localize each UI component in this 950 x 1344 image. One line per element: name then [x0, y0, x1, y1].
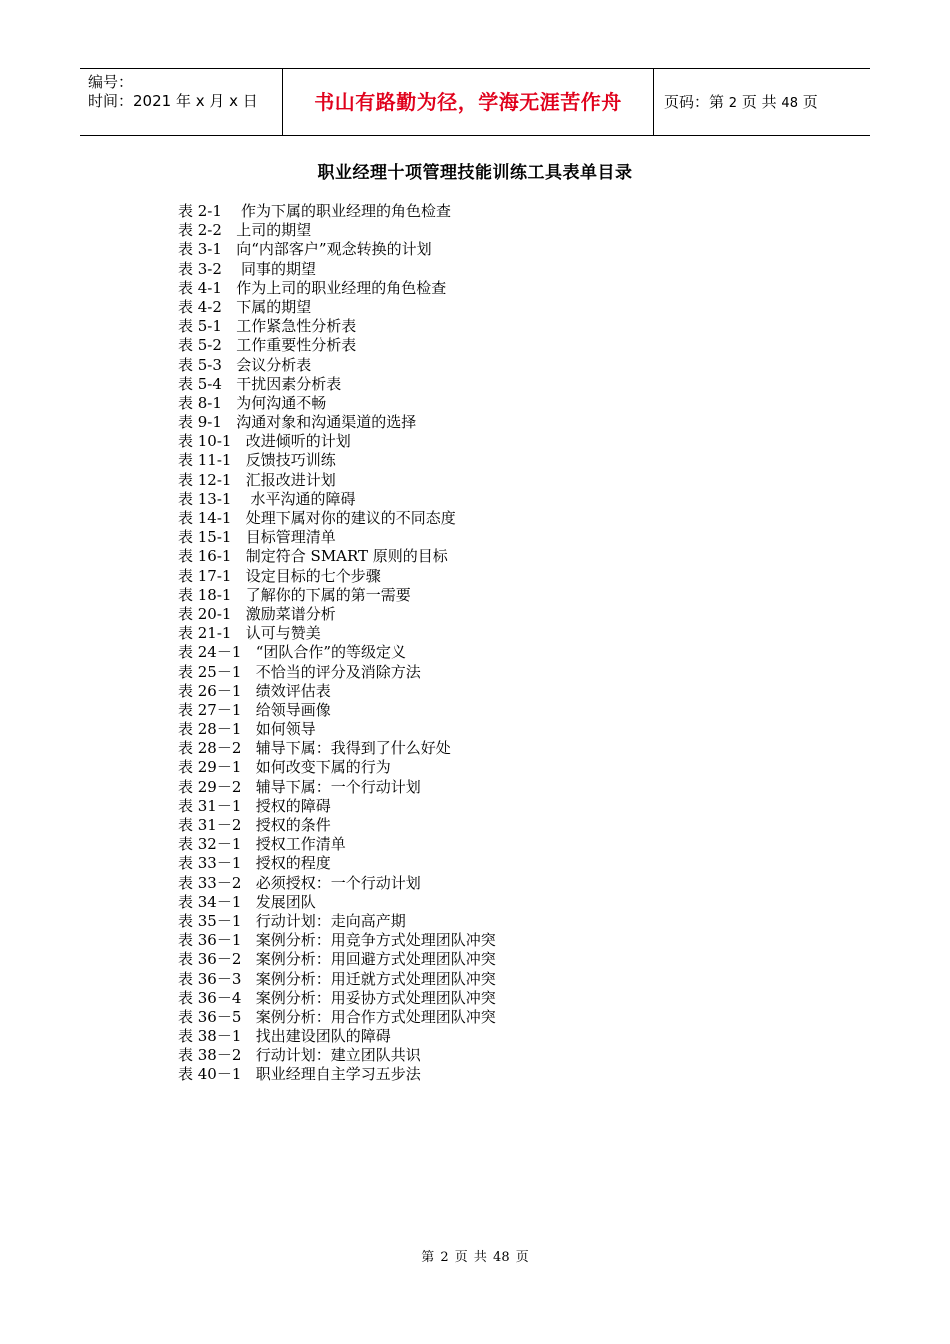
toc-entry: 表 20-1 激励菜谱分析 [178, 604, 336, 623]
toc-entry: 表 38－1 找出建设团队的障碍 [178, 1027, 391, 1046]
page-total: 48 [781, 96, 798, 111]
toc-entry: 表 38－2 行动计划：建立团队共识 [178, 1046, 421, 1065]
toc-entry: 表 8-1 为何沟通不畅 [178, 393, 327, 412]
toc-entry: 表 27－1 给领导画像 [178, 700, 331, 719]
document-date: 时间：2021 年 x 月 x 日 [88, 92, 258, 110]
toc-entry: 表 35－1 行动计划：走向高产期 [178, 911, 406, 930]
document-number-label: 编号： [88, 73, 134, 91]
page-middle: 页 共 [741, 93, 777, 111]
toc-entry: 表 29－2 辅导下属：一个行动计划 [178, 777, 421, 796]
page-current: 2 [728, 96, 738, 111]
toc-entry: 表 31－1 授权的障碍 [178, 796, 331, 815]
toc-entry: 表 13-1 水平沟通的障碍 [178, 489, 356, 508]
toc-entry: 表 15-1 目标管理清单 [178, 528, 336, 547]
toc-entry: 表 40－1 职业经理自主学习五步法 [178, 1065, 421, 1084]
toc-entry: 表 11-1 反馈技巧训练 [178, 451, 336, 470]
toc-entry: 表 2-2 上司的期望 [178, 221, 312, 240]
toc-entry: 表 5-3 会议分析表 [178, 355, 312, 374]
header-motto: 书山有路勤为径，学海无涯苦作舟 [282, 69, 654, 135]
toc-entry: 表 36－2 案例分析：用回避方式处理团队冲突 [178, 950, 496, 969]
toc-entry: 表 12-1 汇报改进计划 [178, 470, 336, 489]
toc-entry: 表 5-1 工作紧急性分析表 [178, 317, 357, 336]
table-of-contents [178, 202, 496, 1085]
toc-entry: 表 36－5 案例分析：用合作方式处理团队冲突 [178, 1007, 496, 1026]
header-meta [80, 69, 282, 135]
toc-entry: 表 3-1 向“内部客户”观念转换的计划 [178, 240, 432, 259]
toc-entry: 表 25－1 不恰当的评分及消除方法 [178, 662, 421, 681]
toc-entry: 表 28－1 如何领导 [178, 720, 316, 739]
toc-entry: 表 3-2 同事的期望 [178, 259, 316, 278]
toc-entry: 表 36－3 案例分析：用迁就方式处理团队冲突 [178, 969, 496, 988]
toc-entry: 表 34－1 发展团队 [178, 892, 316, 911]
toc-entry: 表 21-1 认可与赞美 [178, 624, 321, 643]
toc-entry: 表 4-1 作为上司的职业经理的角色检查 [178, 278, 447, 297]
toc-entry: 表 24－1 “团队合作”的等级定义 [178, 643, 407, 662]
page-suffix: 页 [802, 93, 818, 111]
toc-entry: 表 2-1 作为下属的职业经理的角色检查 [178, 202, 451, 220]
toc-entry: 表 16-1 制定符合 SMART 原则的目标 [178, 547, 448, 566]
toc-entry: 表 9-1 沟通对象和沟通渠道的选择 [178, 413, 417, 432]
toc-entry: 表 5-2 工作重要性分析表 [178, 336, 357, 355]
document-title: 职业经理十项管理技能训练工具表单目录 [317, 163, 633, 183]
toc-entry: 表 10-1 改进倾听的计划 [178, 432, 351, 451]
toc-entry: 表 29－1 如何改变下属的行为 [178, 758, 391, 777]
toc-entry: 表 14-1 处理下属对你的建议的不同态度 [178, 509, 456, 527]
toc-entry: 表 18-1 了解你的下属的第一需要 [178, 585, 411, 604]
toc-entry: 表 17-1 设定目标的七个步骤 [178, 566, 381, 585]
toc-entry: 表 4-2 下属的期望 [178, 297, 312, 316]
toc-entry: 表 5-4 干扰因素分析表 [178, 374, 342, 393]
page-footer: 第 2 页 共 48 页 [421, 1250, 529, 1265]
toc-entry: 表 33－2 必须授权：一个行动计划 [178, 873, 421, 892]
toc-entry: 表 36－1 案例分析：用竞争方式处理团队冲突 [178, 931, 496, 950]
toc-entry: 表 28－2 辅导下属：我得到了什么好处 [178, 739, 451, 758]
toc-entry: 表 33－1 授权的程度 [178, 854, 331, 873]
toc-entry: 表 26－1 绩效评估表 [178, 681, 331, 700]
page-prefix: 页码：第 [664, 93, 725, 111]
toc-entry: 表 32－1 授权工作清单 [178, 835, 346, 854]
toc-entry: 表 31－2 授权的条件 [178, 816, 331, 834]
toc-entry: 表 36－4 案例分析：用妥协方式处理团队冲突 [178, 988, 496, 1007]
page-header [80, 68, 870, 136]
header-page-indicator [654, 69, 870, 135]
